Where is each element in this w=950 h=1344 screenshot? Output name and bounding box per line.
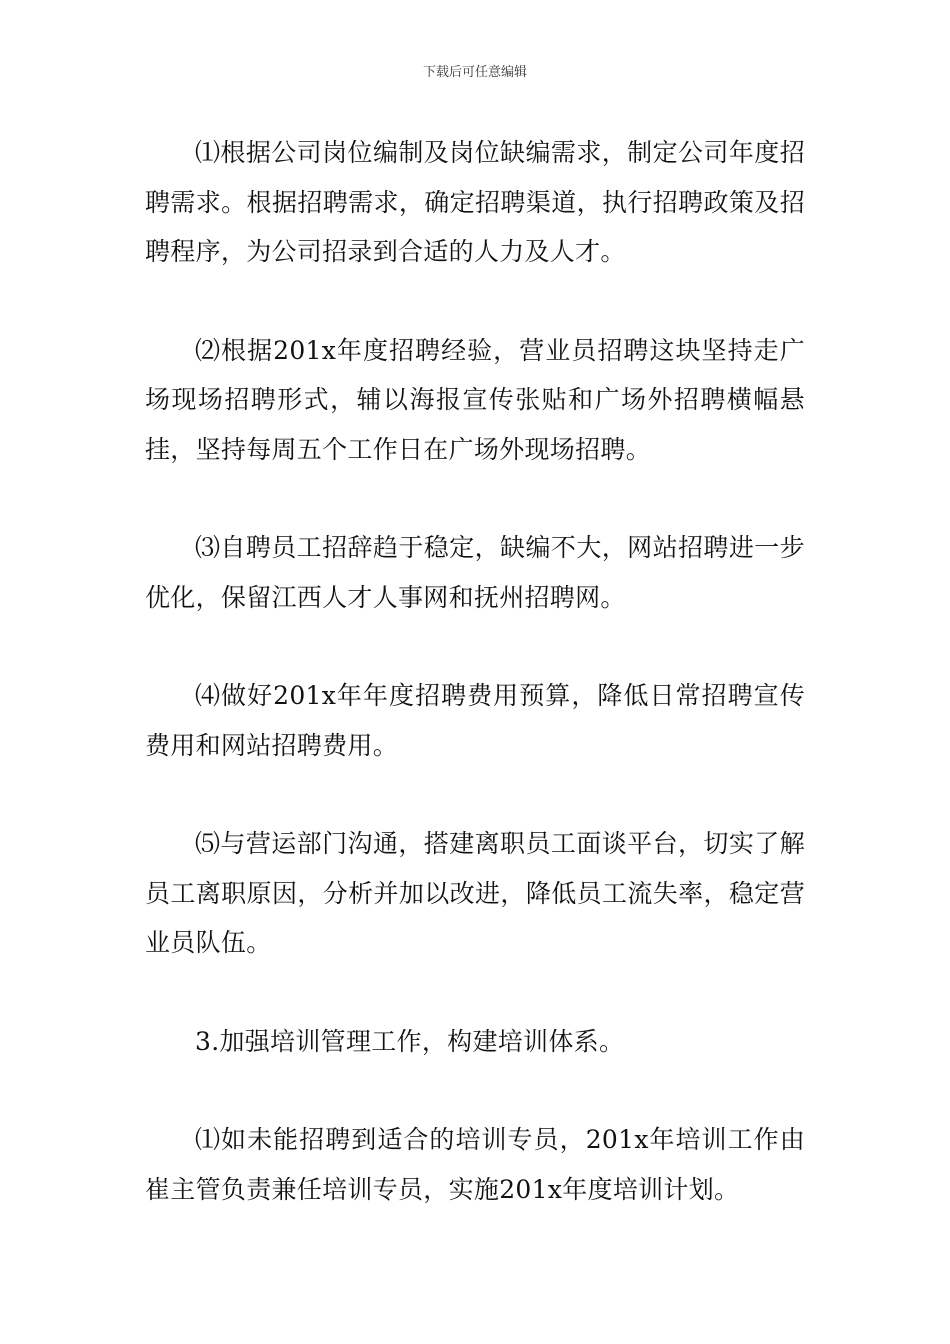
paragraph-website-recruitment: ⑶自聘员工招辞趋于稳定，缺编不大，网站招聘进一步优化，保留江西人才人事网和抚州招聘网。 [145,533,805,612]
section-heading-training: 3.加强培训管理工作，构建培训体系。 [195,1026,625,1056]
paragraph-exit-interview: ⑸与营运部门沟通，搭建离职员工面谈平台，切实了解员工离职原因，分析并加以改进，降低员工流失率，稳定营业员队伍。 [145,829,805,957]
paragraph-recruitment-budget: ⑷做好201x年年度招聘费用预算，降低日常招聘宣传费用和网站招聘费用。 [145,681,805,760]
paragraph-recruitment-demand: ⑴根据公司岗位编制及岗位缺编需求，制定公司年度招聘需求。根据招聘需求，确定招聘渠道，执行招聘政策及招聘程序，为公司招录到合适的人力及人才。 [145,138,805,266]
document-body [145,128,805,1214]
paragraph-training-specialist: ⑴如未能招聘到适合的培训专员，201x年培训工作由崔主管负责兼任培训专员，实施201x年度培训计划。 [145,1125,805,1204]
paragraph-onsite-recruitment: ⑵根据201x年度招聘经验，营业员招聘这块坚持走广场现场招聘形式，辅以海报宣传张贴和广场外招聘横幅悬挂，坚持每周五个工作日在广场外现场招聘。 [145,335,805,464]
page-header: 下载后可任意编辑 [422,65,527,80]
